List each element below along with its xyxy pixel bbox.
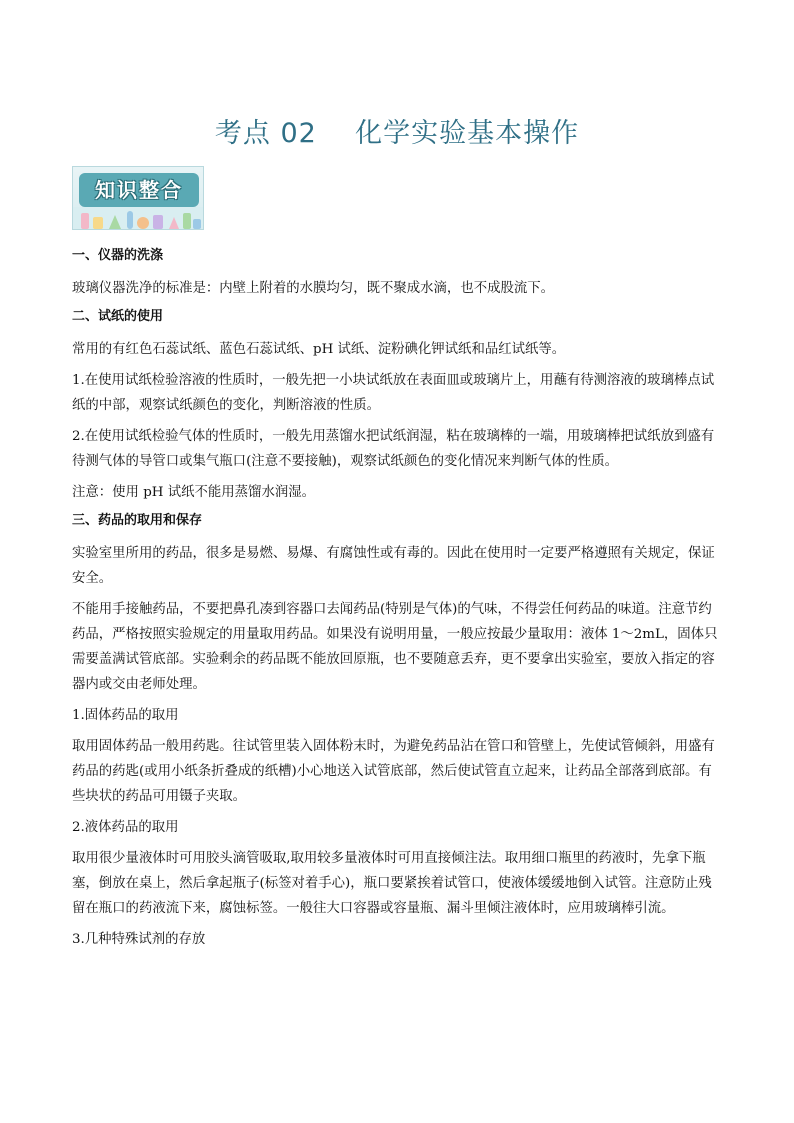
subheading: 3.几种特殊试剂的存放	[72, 932, 206, 947]
document-body	[72, 246, 724, 958]
page-title: 考点 02 化学实验基本操作	[214, 118, 580, 149]
subheading: 1.固体药品的取用	[72, 708, 179, 723]
paragraph: 取用固体药品一般用药匙。往试管里装入固体粉末时，为避免药品沾在管口和管壁上，先使试管倾斜，用盛有药品的药匙(或用小纸条折叠成的纸槽)小心地送入试管底部，然后使试管直立起来，让药品全部落到底部。有些块状的药品可用镊子夹取。	[72, 739, 715, 804]
section-instrument-washing	[72, 246, 724, 301]
lab-glassware-icon	[73, 207, 204, 230]
section-heading: 二、试纸的使用	[72, 309, 164, 324]
section-heading: 一、仪器的洗涤	[72, 248, 164, 263]
paragraph: 玻璃仪器洗净的标准是：内壁上附着的水膜均匀，既不聚成水滴，也不成股流下。	[72, 281, 555, 296]
knowledge-summary-badge	[72, 166, 204, 230]
badge-label: 知识整合	[79, 173, 199, 207]
paragraph: 注意：使用 pH 试纸不能用蒸馏水润湿。	[72, 485, 316, 500]
subheading: 2.液体药品的取用	[72, 820, 179, 835]
paragraph: 取用很少量液体时可用胶头滴管吸取,取用较多量液体时可用直接倾注法。取用细口瓶里的药液时，先拿下瓶塞，倒放在桌上，然后拿起瓶子(标签对着手心)，瓶口要紧挨着试管口，使液体缓缓地倒入试管。注意防止残留在瓶口的药液流下来，腐蚀标签。一般往大口容器或容量瓶、漏斗里倾注液体时，应用玻璃棒引流。	[72, 851, 712, 916]
section-test-paper-usage	[72, 307, 724, 505]
paragraph: 1.在使用试纸检验溶液的性质时，一般先把一小块试纸放在表面皿或玻璃片上，用蘸有待测溶液的玻璃棒点试纸的中部，观察试纸颜色的变化，判断溶液的性质。	[72, 373, 715, 413]
paragraph: 实验室里所用的药品，很多是易燃、易爆、有腐蚀性或有毒的。因此在使用时一定要严格遵照有关规定，保证安全。	[72, 546, 715, 586]
section-reagent-handling	[72, 511, 724, 952]
paragraph: 2.在使用试纸检验气体的性质时，一般先用蒸馏水把试纸润湿，粘在玻璃棒的一端，用玻璃棒把试纸放到盛有待测气体的导管口或集气瓶口(注意不要接触)，观察试纸颜色的变化情况来判断气体的性质。	[72, 429, 715, 469]
paragraph: 不能用手接触药品，不要把鼻孔凑到容器口去闻药品(特别是气体)的气味，不得尝任何药品的味道。注意节约药品，严格按照实验规定的用量取用药品。如果没有说明用量，一般应按最少量取用：液体 1～2mL，固体只需要盖满试管底部。实验剩余的药品既不能放回原瓶，也不要随意丢弃，更不要拿出实验室，要放入指定的容器内或交由老师处理。	[72, 602, 718, 692]
paragraph: 常用的有红色石蕊试纸、蓝色石蕊试纸、pH 试纸、淀粉碘化钾试纸和品红试纸等。	[72, 342, 566, 357]
section-heading: 三、药品的取用和保存	[72, 513, 203, 528]
